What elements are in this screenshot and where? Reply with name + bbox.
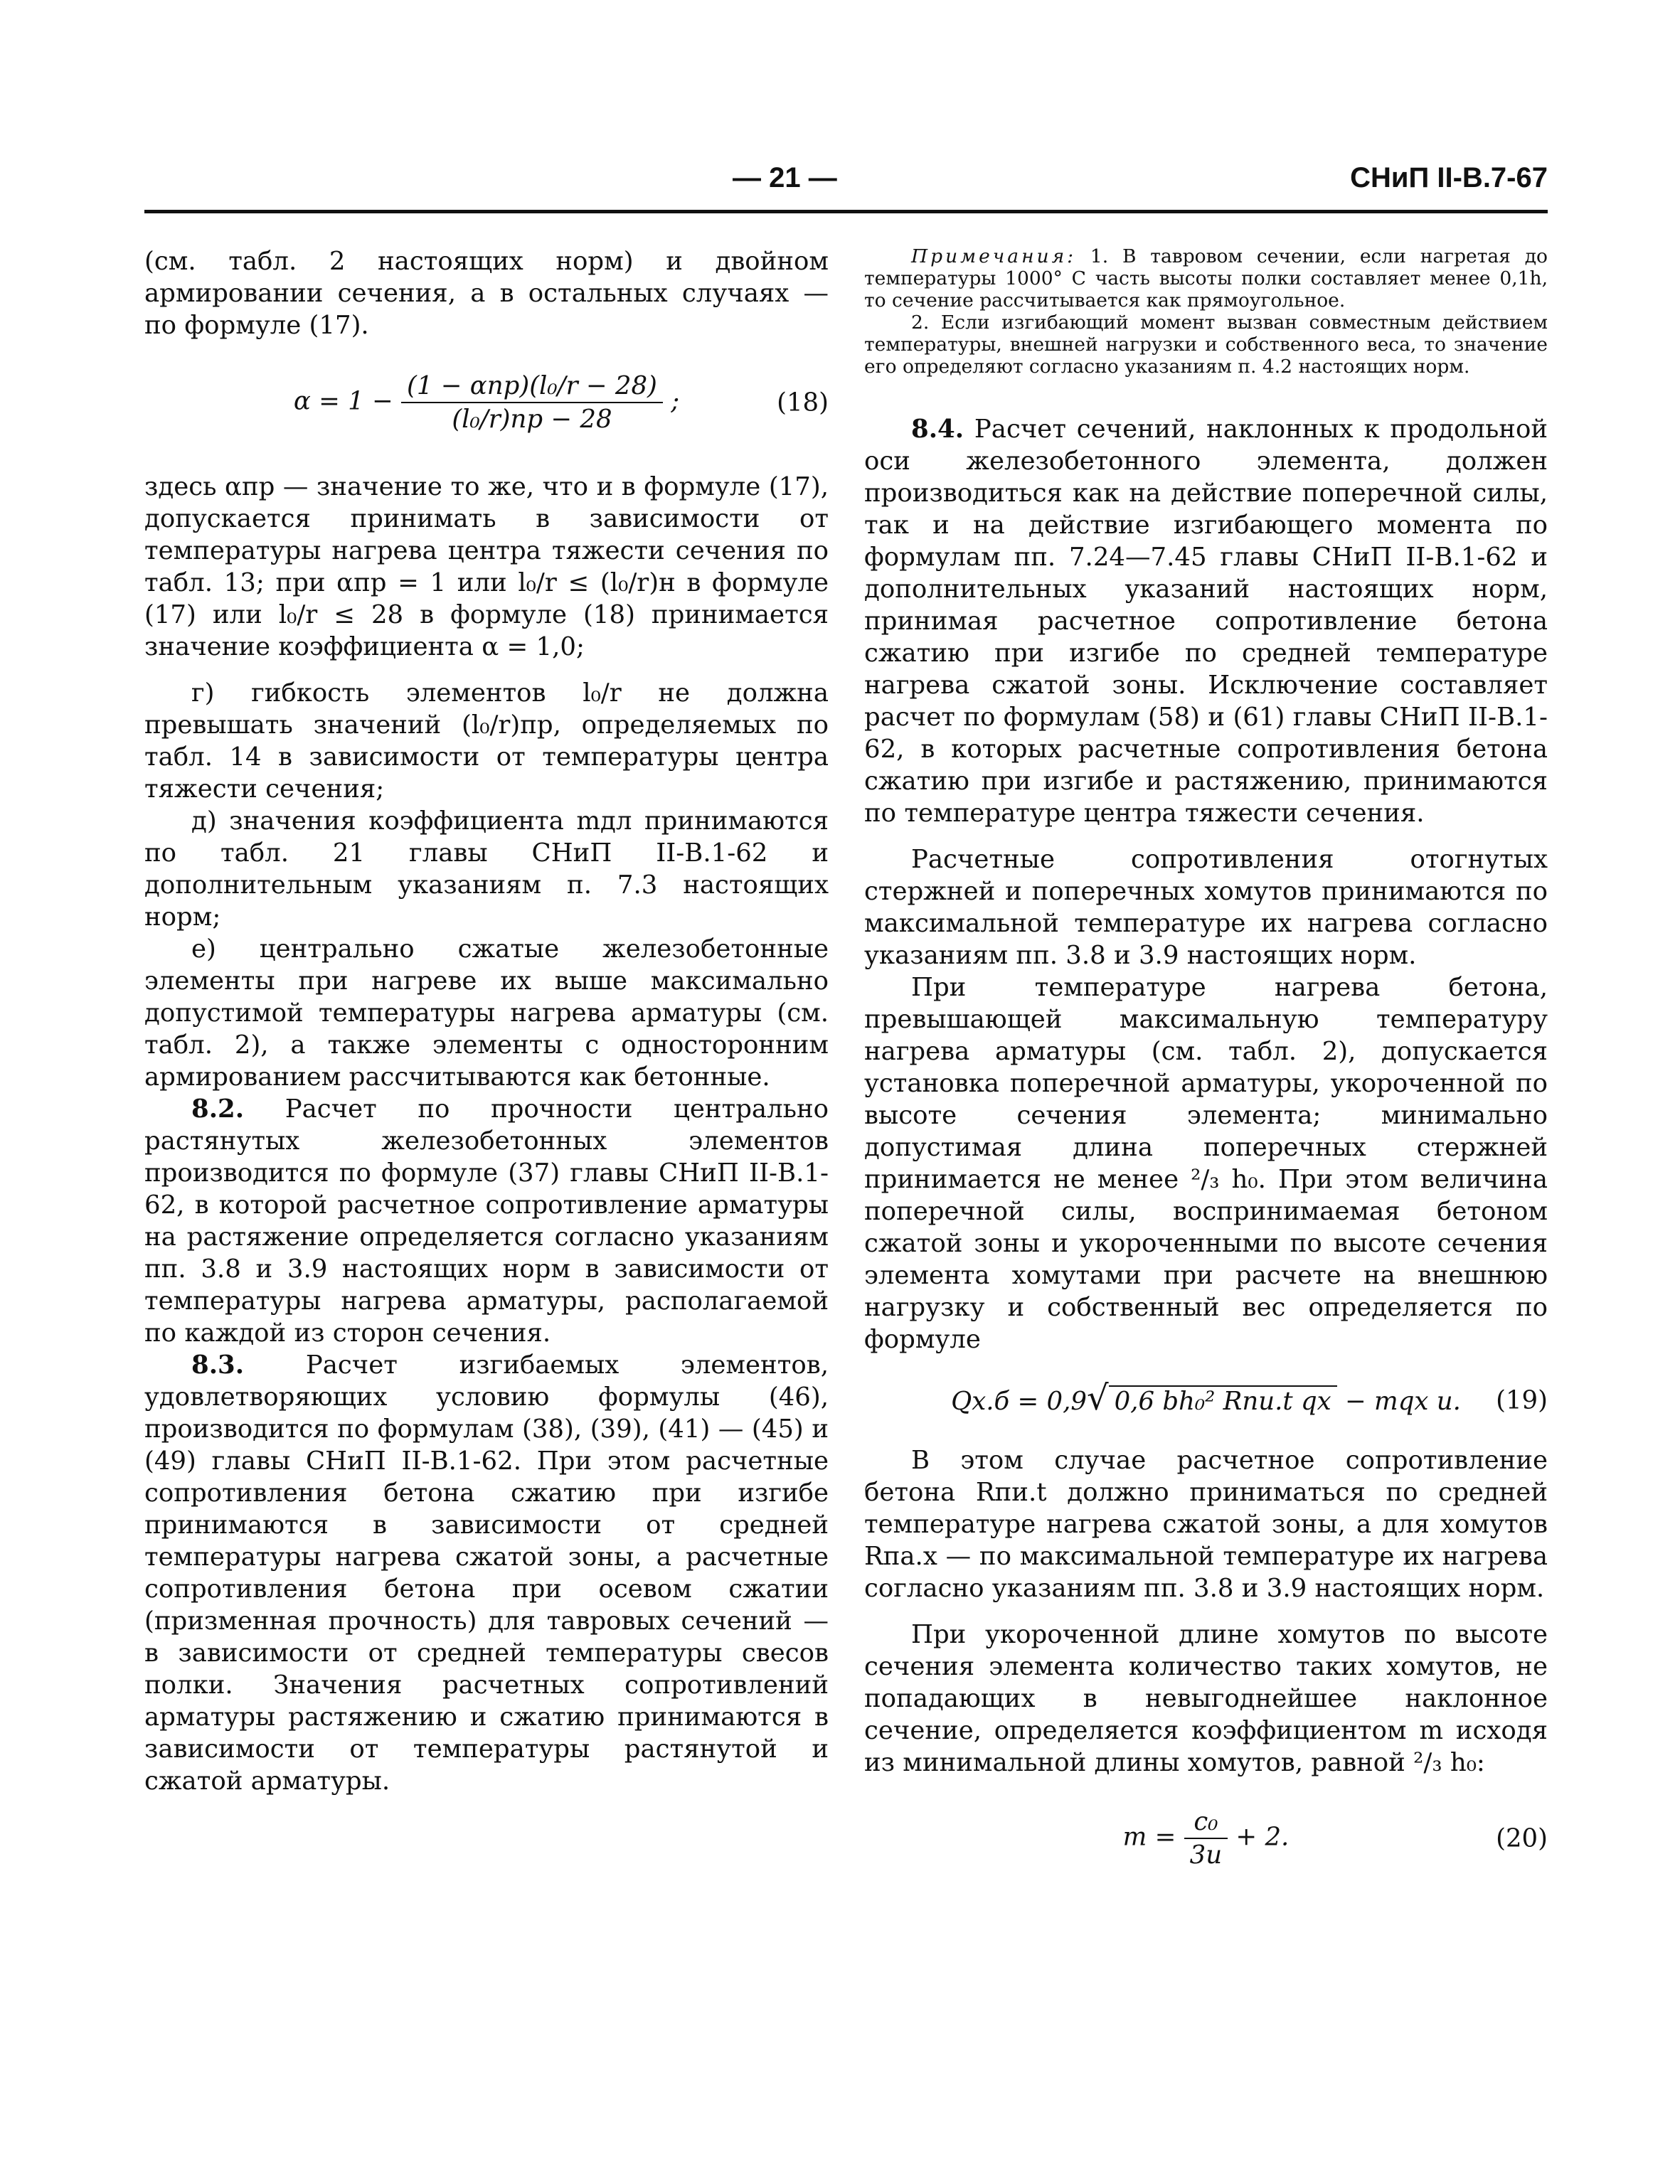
left-paragraph-4: д) значения коэффициента mдл принимаются по табл. 21 главы СНиП II-В.1-62 и дополнительным указаниям п. 7.3 настоящих норм; <box>144 806 829 932</box>
formula-20-fraction <box>1184 1806 1228 1871</box>
section-8-4-text: Расчет сечений, наклонных к продольной оси железобетонного элемента, должен производиться как на действие поперечной силы, так и на действие изгибающего момента по формулам пп. 7.24—7.45 главы СНиП II-В.1-62 и дополнительных указаний настоящих норм, принимая расчетное сопротивление бетона сжатию при изгибе по средней температуре нагрева сжатой зоны. Исключение составляет расчет по формулам (58) и (61) главы СНиП II-В.1-62, в которых расчетные сопротивления бетона сжатию при изгибе и растяжению, принимаются по температуре центра тяжести сечения. <box>864 415 1548 828</box>
left-paragraph-1: (см. табл. 2 настоящих норм) и двойном армировании сечения, а в остальных случаях — по формуле (17). <box>144 247 829 340</box>
section-8-2-number: 8.2. <box>191 1094 245 1124</box>
formula-19 <box>864 1378 1548 1418</box>
note-2: 2. Если изгибающий момент вызван совместным действием температуры, внешней нагрузки и собственного веса, то значение его определяют согласно указаниям п. 4.2 настоящих норм. <box>864 311 1548 378</box>
left-paragraph-5: е) центрально сжатые железобетонные элементы при нагреве их выше максимально допустимой температуры нагрева арматуры (см. табл. 2), а также элементы с односторонним армированием рассчитываются как бетонные. <box>144 934 829 1092</box>
page-number: — 21 — <box>733 162 837 193</box>
note-1 <box>864 245 1548 311</box>
formula-18-denominator: (l₀/r)пр − 28 <box>452 405 612 434</box>
section-8-2 <box>144 1093 829 1349</box>
formula-19-number: (19) <box>1496 1385 1548 1415</box>
formula-19-lhs: Qх.б = 0,9 <box>951 1387 1087 1416</box>
formula-20-number: (20) <box>1496 1823 1548 1853</box>
right-paragraph-5: При укороченной длине хомутов по высоте сечения элемента количество таких хомутов, не попадающих в невыгоднейшее наклонное сечение, определяется коэффициентом m исходя из минимальной длины хомутов, равной ²/₃ h₀: <box>864 1620 1548 1777</box>
formula-20 <box>864 1806 1548 1871</box>
section-8-3-number: 8.3. <box>191 1351 245 1380</box>
formula-19-tail: − mqх u. <box>1345 1387 1461 1416</box>
section-8-4-number: 8.4. <box>911 415 964 444</box>
section-8-3 <box>144 1349 829 1797</box>
formula-18 <box>144 370 829 435</box>
formula-18-number: (18) <box>777 388 829 417</box>
left-paragraph-3: г) гибкость элементов l₀/r не должна превышать значений (l₀/r)пр, определяемых по табл. 14 в зависимости от температуры центра тяжести сечения; <box>144 678 829 804</box>
section-8-2-text: Расчет по прочности центрально растянутых железобетонных элементов производится по формуле (37) главы СНиП II-В.1-62, в которой расчетное сопротивление арматуры на растяжение определяется согласно указаниям пп. 3.8 и 3.9 настоящих норм в зависимости от температуры нагрева арматуры, располагаемой по каждой из сторон сечения. <box>144 1094 829 1348</box>
formula-18-numerator: (1 − αпр)(l₀/r − 28) <box>401 370 663 403</box>
formula-19-radicand: 0,6 bh₀² Rпи.t qх <box>1109 1385 1337 1416</box>
section-8-3-text: Расчет изгибаемых элементов, удовлетворяющих условию формулы (46), производится по формулам (38), (39), (41) — (45) и (49) главы СНиП II-В.1-62. При этом расчетные сопротивления бетона сжатию при изгибе принимаются в зависимости от средней температуры нагрева сжатой зоны, а расчетные сопротивления бетона при осевом сжатии (призменная прочность) для тавровых сечений — в зависимости от средней температуры свесов полки. Значения расчетных сопротивлений арматуры растяжению и сжатию принимаются в зависимости от температуры растянутой и сжатой арматуры. <box>144 1351 829 1796</box>
formula-20-tail: + 2. <box>1235 1822 1290 1852</box>
formula-20-numerator: c₀ <box>1184 1806 1228 1839</box>
notes-label: Примечания: <box>911 245 1077 267</box>
right-column <box>864 245 1548 1898</box>
formula-18-fraction <box>401 370 663 435</box>
formula-20-denominator: 3u <box>1189 1841 1223 1870</box>
note-1-text: 1. В тавровом сечении, если нагретая до температуры 1000° С часть высоты полки составляет менее 0,1h, то сечение рассчитывается как прямоугольное. <box>864 245 1548 311</box>
header-rule <box>144 210 1548 213</box>
left-paragraph-2: здесь αпр — значение то же, что и в формуле (17), допускается принимать в зависимости от температуры нагрева центра тяжести сечения по табл. 13; при αпр = 1 или l₀/r ≤ (l₀/r)н в формуле (17) или l₀/r ≤ 28 в формуле (18) принимается значение коэффициента α = 1,0; <box>144 472 829 661</box>
right-paragraph-2: Расчетные сопротивления отогнутых стержней и поперечных хомутов принимаются по максимальной температуре их нагрева согласно указаниям пп. 3.8 и 3.9 настоящих норм. <box>864 845 1548 970</box>
left-column <box>144 245 829 1797</box>
formula-20-lhs: m = <box>1122 1822 1176 1852</box>
formula-18-tail: ; <box>671 386 680 416</box>
document-code: СНиП II-В.7-67 <box>1350 162 1548 193</box>
right-paragraph-4: В этом случае расчетное сопротивление бетона Rпи.t должно приниматься по средней температуре нагрева сжатой зоны, а для хомутов Rпа.х — по максимальной температуре их нагрева согласно указаниям пп. 3.8 и 3.9 настоящих норм. <box>864 1446 1548 1603</box>
formula-18-lhs: α = 1 − <box>293 386 393 416</box>
radical-sign: √ <box>1086 1378 1109 1418</box>
right-paragraph-3: При температуре нагрева бетона, превышающей максимальную температуру нагрева арматуры (см. табл. 2), допускается установка поперечной арматуры, укороченной по высоте сечения элемента; минимально допустимая длина поперечных стержней принимается не менее ²/₃ h₀. При этом величина поперечной силы, воспринимаемая бетоном сжатой зоны и укороченными по высоте сечения элемента хомутами при расчете на внешнюю нагрузку и собственный вес определяется по формуле <box>864 973 1548 1354</box>
section-8-4 <box>864 413 1548 829</box>
